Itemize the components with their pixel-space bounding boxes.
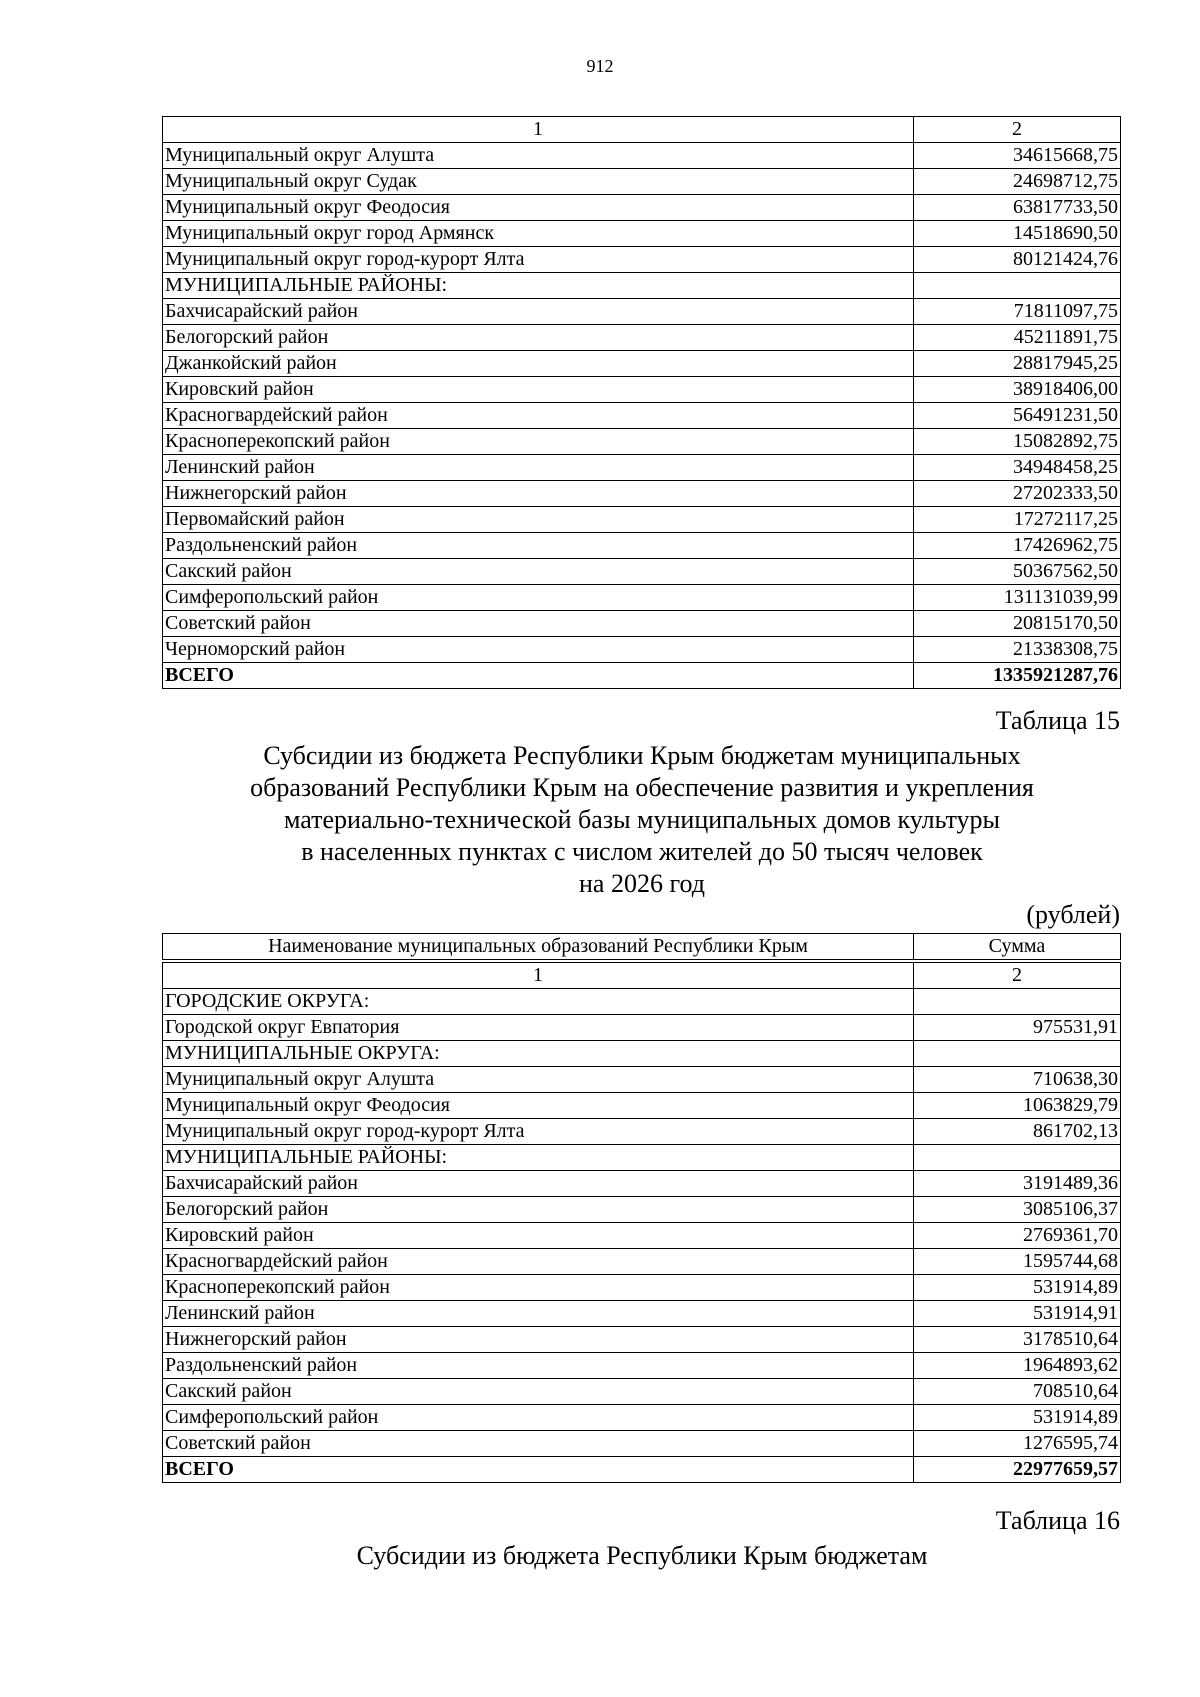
row-amount: 63817733,50 [914,195,1121,221]
table-row [163,1223,1121,1249]
table-row [163,273,1121,299]
table-row [163,507,1121,533]
total-label: ВСЕГО [163,1457,914,1483]
row-amount: 24698712,75 [914,169,1121,195]
row-name: Красногвардейский район [163,403,914,429]
table-row [163,611,1121,637]
table-row [163,1197,1121,1223]
table-row [163,403,1121,429]
continued-table [162,116,1121,689]
table-16-title [150,1540,1134,1572]
row-name: Первомайский район [163,507,914,533]
row-name: Сакский район [163,559,914,585]
table-row [163,1015,1121,1041]
row-name: Раздольненский район [163,533,914,559]
table-row [163,1301,1121,1327]
row-amount: 27202333,50 [914,481,1121,507]
row-name: Муниципальный округ Феодосия [163,195,914,221]
table-row [163,1119,1121,1145]
header-amount: Сумма [914,934,1121,960]
row-amount: 14518690,50 [914,221,1121,247]
row-name: Муниципальный округ город Армянск [163,221,914,247]
title-line: в населенных пунктах с числом жителей до 50 тысяч человек [301,837,983,866]
row-amount: 131131039,99 [914,585,1121,611]
row-name: Советский район [163,1431,914,1457]
table-row [163,325,1121,351]
table-row [163,559,1121,585]
table-row [163,351,1121,377]
row-name: Муниципальный округ город-курорт Ялта [163,1119,914,1145]
continued-table-body [163,117,1121,689]
row-name: МУНИЦИПАЛЬНЫЕ РАЙОНЫ: [163,273,914,299]
column-number-row [163,117,1121,143]
row-amount: 531914,89 [914,1405,1121,1431]
table-row [163,221,1121,247]
total-row [163,663,1121,689]
row-amount: 34948458,25 [914,455,1121,481]
row-name: Белогорский район [163,325,914,351]
row-name: Нижнегорский район [163,481,914,507]
table-row [163,247,1121,273]
row-amount [914,1145,1121,1171]
row-amount: 17426962,75 [914,533,1121,559]
total-label: ВСЕГО [163,663,914,689]
column-number-2: 2 [914,963,1121,989]
row-name: МУНИЦИПАЛЬНЫЕ РАЙОНЫ: [163,1145,914,1171]
row-name: Муниципальный округ Судак [163,169,914,195]
title-line: Субсидии из бюджета Республики Крым бюджетам муниципальных [263,741,1021,770]
row-name: Симферопольский район [163,585,914,611]
table-15-title [150,740,1134,900]
row-amount: 710638,30 [914,1067,1121,1093]
row-name: Черноморский район [163,637,914,663]
row-name: Советский район [163,611,914,637]
row-amount: 3085106,37 [914,1197,1121,1223]
table-row [163,1145,1121,1171]
table-row [163,637,1121,663]
row-name: Муниципальный округ Феодосия [163,1093,914,1119]
row-name: Красноперекопский район [163,1275,914,1301]
table-15 [162,962,1121,1483]
row-name: Муниципальный округ Алушта [163,143,914,169]
row-amount: 15082892,75 [914,429,1121,455]
row-name: Ленинский район [163,455,914,481]
title-line: образований Республики Крым на обеспечение развития и укрепления [250,773,1034,802]
table-row [163,585,1121,611]
row-name: Белогорский район [163,1197,914,1223]
total-row [163,1457,1121,1483]
row-amount: 861702,13 [914,1119,1121,1145]
table-row [163,455,1121,481]
row-amount [914,1041,1121,1067]
row-name: Кировский район [163,377,914,403]
column-number-1: 1 [163,117,914,143]
row-name: МУНИЦИПАЛЬНЫЕ ОКРУГА: [163,1041,914,1067]
row-name: Симферопольский район [163,1405,914,1431]
row-amount: 45211891,75 [914,325,1121,351]
row-name: Джанкойский район [163,351,914,377]
row-name: Городской округ Евпатория [163,1015,914,1041]
table-15-label: Таблица 15 [995,706,1120,735]
table-15-body [163,963,1121,1483]
title-line: Субсидии из бюджета Республики Крым бюджетам [356,1541,928,1570]
table-row [163,299,1121,325]
row-amount: 20815170,50 [914,611,1121,637]
title-line: на 2026 год [579,869,705,898]
row-amount: 531914,91 [914,1301,1121,1327]
row-amount: 1964893,62 [914,1353,1121,1379]
table-row [163,1171,1121,1197]
row-amount: 34615668,75 [914,143,1121,169]
table-row [163,143,1121,169]
row-name: Бахчисарайский район [163,299,914,325]
row-amount [914,273,1121,299]
table-row [163,989,1121,1015]
row-name: Нижнегорский район [163,1327,914,1353]
table-row [163,533,1121,559]
table-row [163,377,1121,403]
header-row [163,934,1121,960]
row-name: Ленинский район [163,1301,914,1327]
row-amount: 56491231,50 [914,403,1121,429]
row-name: Кировский район [163,1223,914,1249]
column-number-1: 1 [163,963,914,989]
row-amount: 21338308,75 [914,637,1121,663]
row-amount: 71811097,75 [914,299,1121,325]
row-amount: 3178510,64 [914,1327,1121,1353]
row-name: Красноперекопский район [163,429,914,455]
table-row [163,169,1121,195]
table-row [163,195,1121,221]
row-amount: 1276595,74 [914,1431,1121,1457]
row-amount: 708510,64 [914,1379,1121,1405]
row-name: ГОРОДСКИЕ ОКРУГА: [163,989,914,1015]
row-amount: 1595744,68 [914,1249,1121,1275]
header-name: Наименование муниципальных образований Республики Крым [163,934,914,960]
row-name: Муниципальный округ Алушта [163,1067,914,1093]
row-name: Раздольненский район [163,1353,914,1379]
table-row [163,1327,1121,1353]
row-amount: 38918406,00 [914,377,1121,403]
table-row [163,1249,1121,1275]
table-row [163,429,1121,455]
table-16-label: Таблица 16 [995,1506,1120,1535]
units-label: (рублей) [1026,900,1120,929]
row-amount [914,989,1121,1015]
table-row [163,1093,1121,1119]
table-row [163,1353,1121,1379]
page-number: 912 [586,56,614,76]
row-name: Бахчисарайский район [163,1171,914,1197]
table-15-header [162,933,1121,960]
total-amount: 22977659,57 [914,1457,1121,1483]
row-amount: 2769361,70 [914,1223,1121,1249]
total-amount: 1335921287,76 [914,663,1121,689]
table-row [163,1041,1121,1067]
column-number-2: 2 [914,117,1121,143]
title-line: материально-технической базы муниципальных домов культуры [284,805,1000,834]
row-amount: 28817945,25 [914,351,1121,377]
row-amount: 3191489,36 [914,1171,1121,1197]
table-row [163,1431,1121,1457]
row-amount: 975531,91 [914,1015,1121,1041]
row-name: Красногвардейский район [163,1249,914,1275]
table-row [163,1379,1121,1405]
table-row [163,1067,1121,1093]
column-number-row [163,963,1121,989]
row-amount: 17272117,25 [914,507,1121,533]
row-amount: 531914,89 [914,1275,1121,1301]
row-amount: 80121424,76 [914,247,1121,273]
table-row [163,1405,1121,1431]
row-amount: 50367562,50 [914,559,1121,585]
row-name: Сакский район [163,1379,914,1405]
table-row [163,1275,1121,1301]
table-row [163,481,1121,507]
row-amount: 1063829,79 [914,1093,1121,1119]
row-name: Муниципальный округ город-курорт Ялта [163,247,914,273]
